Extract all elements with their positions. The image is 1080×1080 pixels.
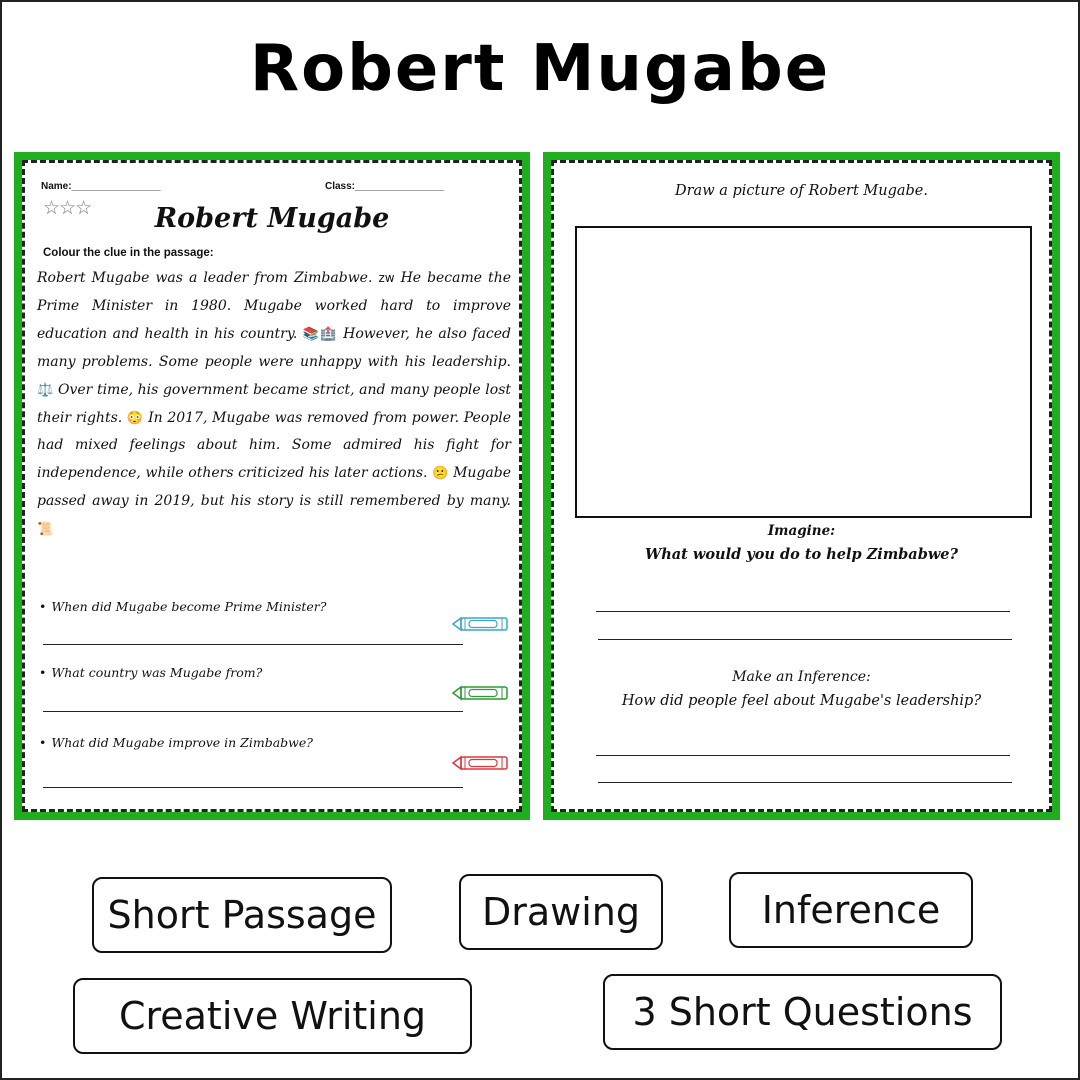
reading-passage bbox=[37, 265, 511, 544]
draw-prompt: Draw a picture of Robert Mugabe. bbox=[675, 183, 928, 199]
passage-text: He became the Prime Minister in 1980. Mugabe worked hard to improve education and health in his country. bbox=[37, 270, 511, 342]
drawing-worksheet-page bbox=[551, 160, 1052, 812]
page-title: Robert Mugabe bbox=[249, 32, 831, 106]
inference-question: How did people feel about Mugabe's leadership? bbox=[621, 693, 982, 709]
question-1-text: When did Mugabe become Prime Minister? bbox=[51, 599, 327, 614]
inference-answer-line-2[interactable] bbox=[598, 782, 1012, 783]
imagine-answer-line-1[interactable] bbox=[596, 611, 1010, 612]
crayon-icon-blue bbox=[451, 616, 511, 632]
tag-inference: Inference bbox=[729, 872, 973, 948]
answer-line-1[interactable] bbox=[43, 644, 463, 645]
question-1: • When did Mugabe become Prime Minister? bbox=[39, 599, 327, 614]
tag-drawing: Drawing bbox=[459, 874, 663, 950]
passage-worksheet bbox=[14, 152, 530, 820]
imagine-question: What would you do to help Zimbabwe? bbox=[644, 546, 959, 563]
imagine-heading: Imagine: bbox=[767, 523, 836, 539]
confused-face-icon: 😕 bbox=[432, 466, 449, 482]
passage-worksheet-page bbox=[22, 160, 522, 812]
passage-text: Robert Mugabe was a leader from Zimbabwe. bbox=[37, 270, 379, 286]
question-3-text: What did Mugabe improve in Zimbabwe? bbox=[51, 735, 313, 750]
passage-text: However, he also faced many problems. Some people were unhappy with his leadership. bbox=[37, 325, 511, 370]
rating-stars-icon: ☆☆☆ bbox=[43, 197, 92, 219]
answer-line-2[interactable] bbox=[43, 711, 463, 712]
name-field-label: Name:________________ bbox=[41, 181, 161, 192]
answer-line-3[interactable] bbox=[43, 787, 463, 788]
passage-instruction: Colour the clue in the passage: bbox=[43, 247, 214, 259]
passage-text: Over time, his government became strict, and many people lost their rights. bbox=[37, 381, 512, 426]
drawing-worksheet bbox=[543, 152, 1060, 820]
question-2: • What country was Mugabe from? bbox=[39, 665, 263, 680]
scroll-icon: 📜 bbox=[37, 522, 54, 538]
worksheet-title: Robert Mugabe bbox=[154, 203, 390, 234]
imagine-answer-line-2[interactable] bbox=[598, 639, 1012, 640]
passage-text: In 2017, Mugabe was removed from power. People had mixed feelings about him. Some admired his fight for independence, while others criticized his later actions. bbox=[37, 409, 511, 482]
crayon-icon-green bbox=[451, 685, 511, 701]
flag-icon: zw bbox=[378, 271, 395, 285]
drawing-box[interactable] bbox=[575, 226, 1032, 518]
flushed-face-icon: 😳 bbox=[126, 410, 144, 426]
scales-icon: ⚖️ bbox=[37, 382, 54, 398]
tag-short-passage: Short Passage bbox=[92, 877, 392, 953]
class-field-label: Class:________________ bbox=[325, 181, 444, 192]
tag-3-short-questions: 3 Short Questions bbox=[603, 974, 1002, 1050]
inference-answer-line-1[interactable] bbox=[596, 755, 1010, 756]
question-2-text: What country was Mugabe from? bbox=[51, 665, 263, 680]
crayon-icon-red bbox=[451, 755, 511, 771]
question-3: • What did Mugabe improve in Zimbabwe? bbox=[39, 735, 313, 750]
books-hospital-icon: 📚🏥 bbox=[302, 326, 338, 342]
tag-creative-writing: Creative Writing bbox=[73, 978, 472, 1054]
inference-heading: Make an Inference: bbox=[732, 669, 871, 685]
passage-text: Mugabe passed away in 2019, but his story is still remembered by many. bbox=[37, 465, 512, 510]
